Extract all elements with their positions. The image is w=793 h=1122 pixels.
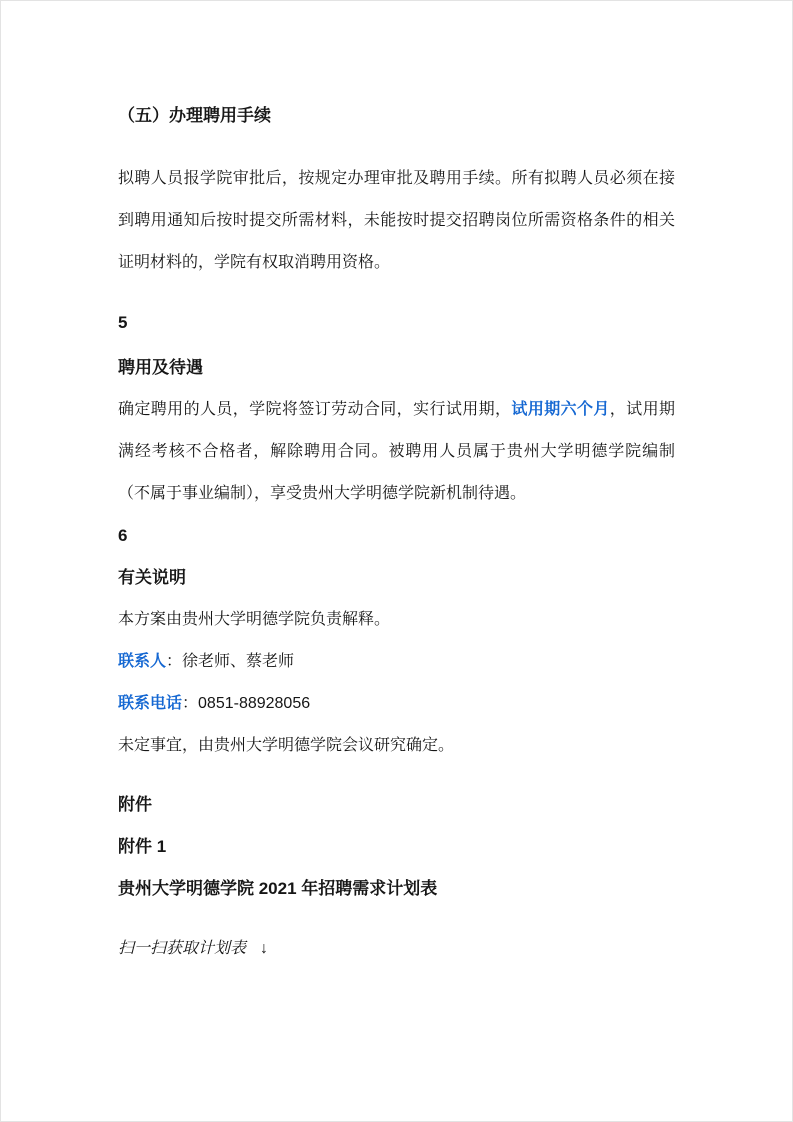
contact-phone-line: [118, 683, 675, 725]
contact-phone-label: 联系电话: [118, 695, 183, 712]
paragraph-interpretation: 本方案由贵州大学明德学院负责解释。: [118, 611, 391, 628]
section-number-5: 5: [118, 313, 128, 332]
employment-text-after: ，试用期满经考核不合格者，解除聘用合同。被聘用人员属于贵州大学明德学院编制（不属于事业编制），享受贵州大学明德学院新机制待遇。: [118, 401, 675, 502]
attachment1-title: 贵州大学明德学院 2021 年招聘需求计划表: [118, 879, 438, 898]
scan-note-line: [118, 928, 675, 970]
probation-highlight: 试用期六个月: [511, 401, 610, 418]
paragraph-employment: [118, 389, 675, 515]
employment-text-before: 确定聘用的人员，学院将签订劳动合同，实行试用期，: [118, 401, 512, 418]
section-heading-procedure: （五）办理聘用手续: [118, 106, 271, 125]
section-title-employment: 聘用及待遇: [118, 358, 203, 377]
contact-person-value: ：徐老师、蔡老师: [166, 653, 295, 670]
down-arrow-icon: ↓: [260, 940, 269, 957]
attachments-heading: 附件: [118, 795, 152, 814]
contact-person-label: 联系人: [118, 653, 167, 670]
paragraph-undecided: 未定事宜，由贵州大学明德学院会议研究确定。: [118, 737, 455, 754]
contact-person-line: [118, 641, 675, 683]
section-number-6: 6: [118, 526, 128, 545]
attachment1-heading: 附件 1: [118, 837, 167, 856]
section-title-notes: 有关说明: [118, 568, 186, 587]
scan-note-text: 扫一扫获取计划表: [118, 940, 247, 957]
paragraph-procedure: 拟聘人员报学院审批后，按规定办理审批及聘用手续。所有拟聘人员必须在接到聘用通知后按时提交所需材料，未能按时提交招聘岗位所需资格条件的相关证明材料的，学院有权取消聘用资格。: [118, 170, 675, 271]
contact-phone-value: ：0851-88928056: [182, 695, 311, 712]
